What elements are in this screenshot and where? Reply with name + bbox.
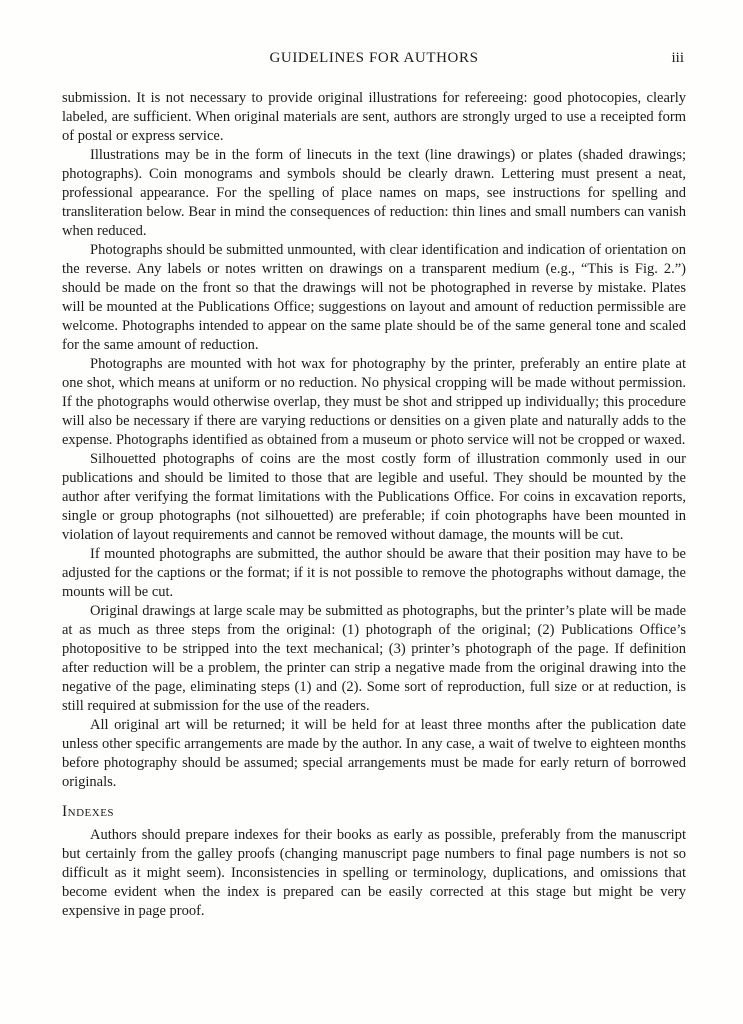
- page-number: iii: [671, 50, 684, 66]
- paragraph-silhouetted-photographs: Silhouetted photographs of coins are the most costly form of illustration commonly used in our publications and should be limited to those that are legible and useful. They should be mounted by the author after verifying the format limitations with the Publications Office. For coins in excavation reports, single or group photographs (not silhouetted) are preferable; if coin photographs have been mounted in violation of layout requirements and cannot be removed without damage, the mounts will be cut.: [62, 451, 686, 543]
- running-header-title: GUIDELINES FOR AUTHORS: [269, 50, 479, 66]
- text-block: [62, 50, 686, 921]
- paragraph-submission-continued: submission. It is not necessary to provide original illustrations for refereeing: good photocopies, clearly labeled, are sufficient. When original materials are sent, authors are strongly urged to use a receipted form of postal or express service.: [62, 90, 686, 144]
- paragraph-illustrations: Illustrations may be in the form of linecuts in the text (line drawings) or plates (shaded drawings; photographs). Coin monograms and symbols should be clearly drawn. Lettering must present a neat, professional appearance. For the spelling of place names on maps, see instructions for spelling and transliteration below. Bear in mind the consequences of reduction: thin lines and small numbers can vanish when reduced.: [62, 147, 686, 239]
- paragraph-indexes: Authors should prepare indexes for their books as early as possible, preferably from the manuscript but certainly from the galley proofs (changing manuscript page numbers to final page numbers is not so difficult as it might seem). Inconsistencies in spelling or terminology, duplications, and omissions that become evident when the index is prepared can be easily corrected at this stage but might be very expensive in page proof.: [62, 827, 686, 919]
- paragraph-hot-wax-mounting: Photographs are mounted with hot wax for photography by the printer, preferably an entire plate at one shot, which means at uniform or no reduction. No physical cropping will be made without permission. If the photographs would otherwise overlap, they must be shot and stripped up individually; this procedure will also be necessary if there are varying reductions or densities on a given plate and naturally adds to the expense. Photographs identified as obtained from a museum or photo service will not be cropped or waxed.: [62, 356, 686, 448]
- paragraph-mounted-photographs: If mounted photographs are submitted, the author should be aware that their position may have to be adjusted for the captions or the format; if it is not possible to remove the photographs without damage, the mounts will be cut.: [62, 546, 686, 600]
- paragraph-original-drawings: Original drawings at large scale may be submitted as photographs, but the printer’s plate will be made at as much as three steps from the original: (1) photograph of the original; (2) Publications Office’s photopositive to be stripped into the text mechanical; (3) printer’s photograph of the page. If definition after reduction will be a problem, the printer can strip a negative made from the original drawing into the negative of the page, eliminating steps (1) and (2). Some sort of reproduction, full size or at reduction, is still required at submission for the use of the readers.: [62, 603, 686, 714]
- page-header: [62, 50, 686, 68]
- section-heading-indexes: Indexes: [62, 803, 115, 820]
- paragraph-photographs-unmounted: Photographs should be submitted unmounted, with clear identification and indication of orientation on the reverse. Any labels or notes written on drawings on a transparent medium (e.g., “This is Fig. 2.”) should be made on the front so that the drawings will not be photographed in reverse by mistake. Plates will be mounted at the Publications Office; suggestions on layout and amount of reduction permissible are welcome. Photographs intended to appear on the same plate should be of the same general tone and scaled for the same amount of reduction.: [62, 242, 686, 353]
- body-text: [62, 89, 686, 921]
- paragraph-original-art-returned: All original art will be returned; it will be held for at least three months after the publication date unless other specific arrangements are made by the author. In any case, a wait of twelve to eighteen months before photography should be assumed; special arrangements must be made for early return of borrowed originals.: [62, 717, 686, 790]
